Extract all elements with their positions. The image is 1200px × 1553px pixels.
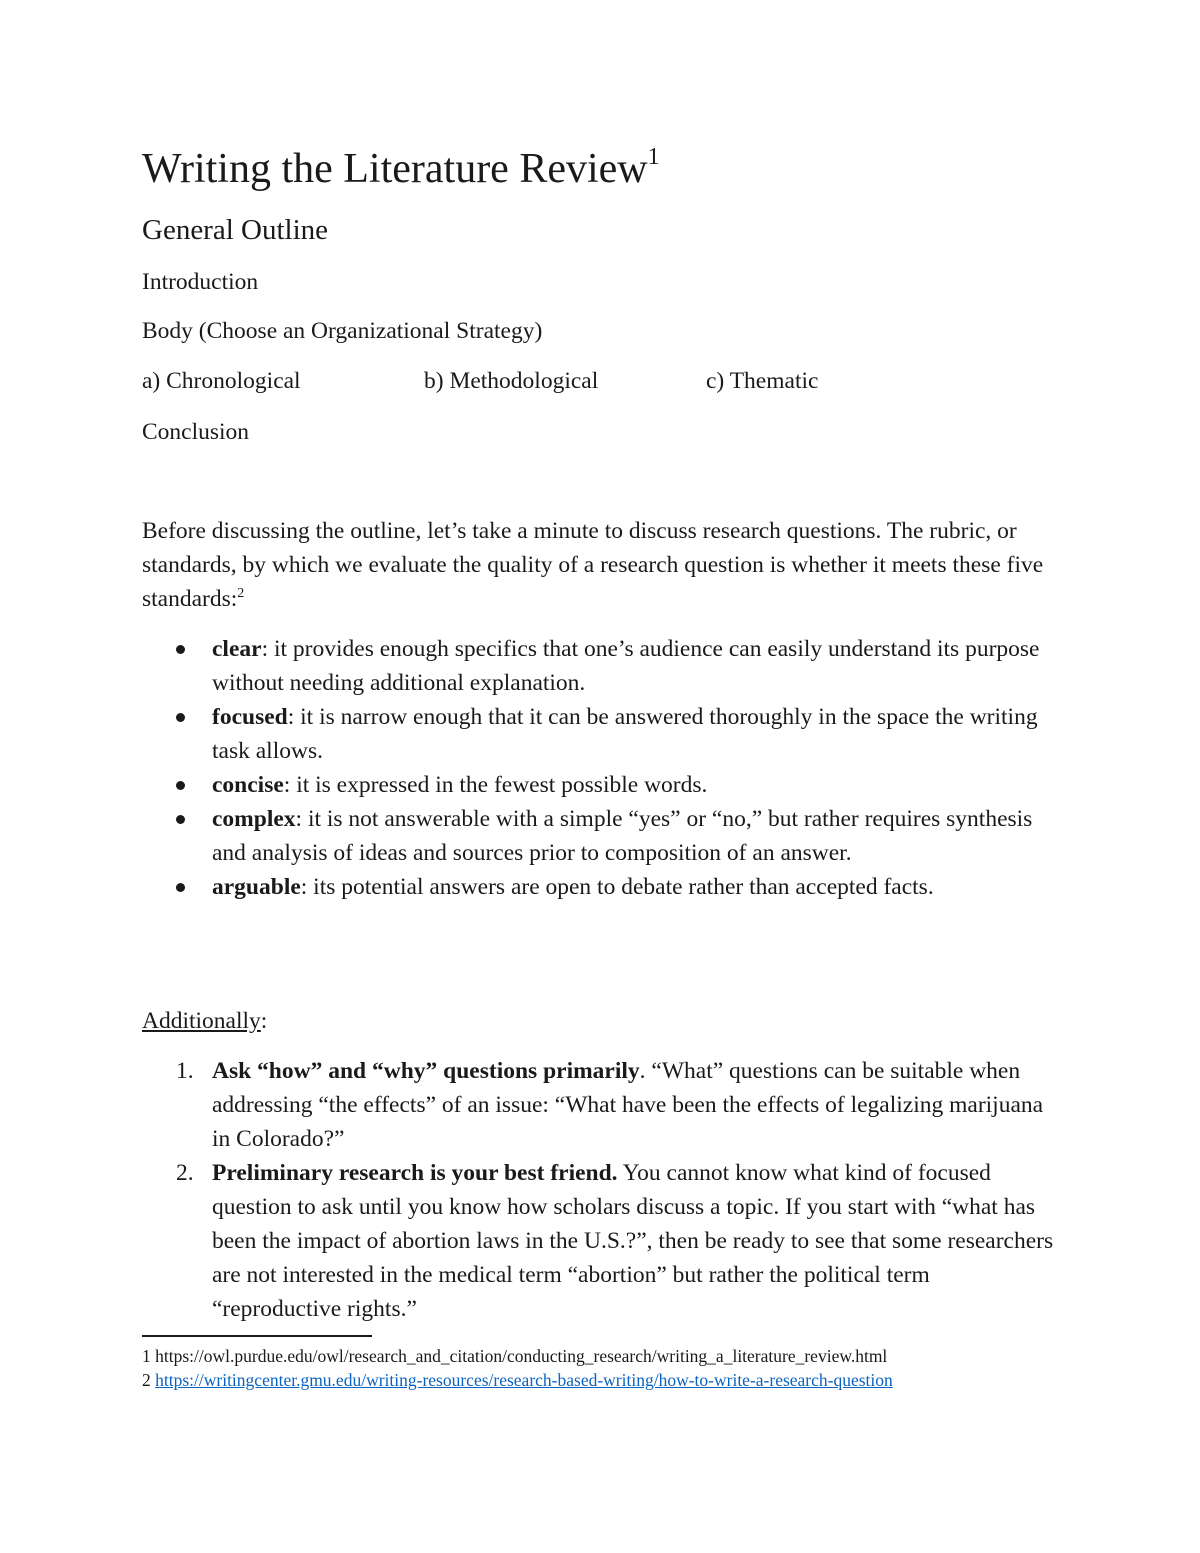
list-number: 1. (176, 1058, 194, 1084)
standard-description: : it is expressed in the fewest possible words. (283, 772, 708, 798)
standard-term: concise (212, 772, 284, 798)
footnote-link[interactable]: https://writingcenter.gmu.edu/writing-resources/research-based-writing/how-to-write-a-research-question (155, 1370, 893, 1390)
strategy-methodological: b) Methodological (424, 368, 599, 394)
standard-term: clear (212, 636, 262, 662)
outline-body-heading: Body (Choose an Organizational Strategy) (142, 318, 543, 344)
standard-description: : it is not answerable with a simple “yes” or “no,” but rather requires synthesis and analysis of ideas and sources prior to composition of an answer. (212, 806, 1033, 866)
footnote-number: 2 (142, 1370, 151, 1390)
list-item (142, 632, 1062, 700)
standard-description: : it is narrow enough that it can be answered thoroughly in the space the writing task allows. (212, 704, 1038, 764)
footnote-separator (142, 1335, 372, 1337)
additionally-heading (142, 1004, 267, 1038)
standard-term: arguable (212, 874, 301, 900)
paragraph-footnote-marker: 2 (237, 586, 245, 601)
list-item (142, 802, 1062, 870)
tip-text: . “What” questions can be suitable when addressing “the effects” of an issue: “What have been the effects of legalizing marijuana in Colorado?” (212, 1058, 1044, 1152)
bullet-icon (176, 645, 185, 654)
additionally-colon: : (260, 1008, 268, 1034)
section-subtitle: General Outline (142, 214, 329, 246)
footnote-number: 1 (142, 1346, 151, 1366)
outline-introduction: Introduction (142, 269, 259, 295)
title-footnote-marker: 1 (647, 144, 660, 170)
footnote-url: https://owl.purdue.edu/owl/research_and_citation/conducting_research/writing_a_literature_review.html (155, 1346, 888, 1366)
bullet-icon (176, 781, 185, 790)
standard-description: : it provides enough specifics that one’s audience can easily understand its purpose without needing additional explanation. (212, 636, 1040, 696)
strategy-chronological: a) Chronological (142, 368, 301, 394)
paragraph-text: Before discussing the outline, let’s take a minute to discuss research questions. The rubric, or standards, by which we evaluate the quality of a research question is whether it meets these five standards: (142, 518, 1044, 612)
additionally-label: Additionally (142, 1008, 261, 1034)
list-item (142, 870, 1062, 904)
footnote-2 (142, 1368, 1062, 1392)
standards-list (142, 632, 1062, 904)
list-item (142, 768, 1062, 802)
tips-list (142, 1054, 1062, 1326)
standard-term: complex (212, 806, 296, 832)
document-title (142, 144, 660, 194)
research-question-paragraph (142, 514, 1062, 616)
standard-description: : its potential answers are open to debate rather than accepted facts. (300, 874, 934, 900)
strategy-options (142, 364, 1042, 398)
list-item (142, 700, 1062, 768)
strategy-thematic: c) Thematic (706, 368, 819, 394)
standard-term: focused (212, 704, 288, 730)
bullet-icon (176, 713, 185, 722)
footnote-1 (142, 1344, 1062, 1368)
tip-bold: Preliminary research is your best friend. (212, 1160, 618, 1186)
list-item (142, 1054, 1062, 1156)
document-title-text: Writing the Literature Review (142, 146, 648, 192)
outline-conclusion: Conclusion (142, 419, 250, 445)
list-number: 2. (176, 1160, 194, 1186)
tip-bold: Ask “how” and “why” questions primarily (212, 1058, 640, 1084)
tip-text: You cannot know what kind of focused question to ask until you know how scholars discuss a topic. If you start with “what has been the impact of abortion laws in the U.S.?”, then be ready to see that some researchers are not interested in the medical term “abortion” but rather the political term “reproductive rights.” (212, 1160, 1054, 1322)
list-item (142, 1156, 1062, 1326)
footnotes (142, 1344, 1062, 1392)
bullet-icon (176, 883, 185, 892)
bullet-icon (176, 815, 185, 824)
